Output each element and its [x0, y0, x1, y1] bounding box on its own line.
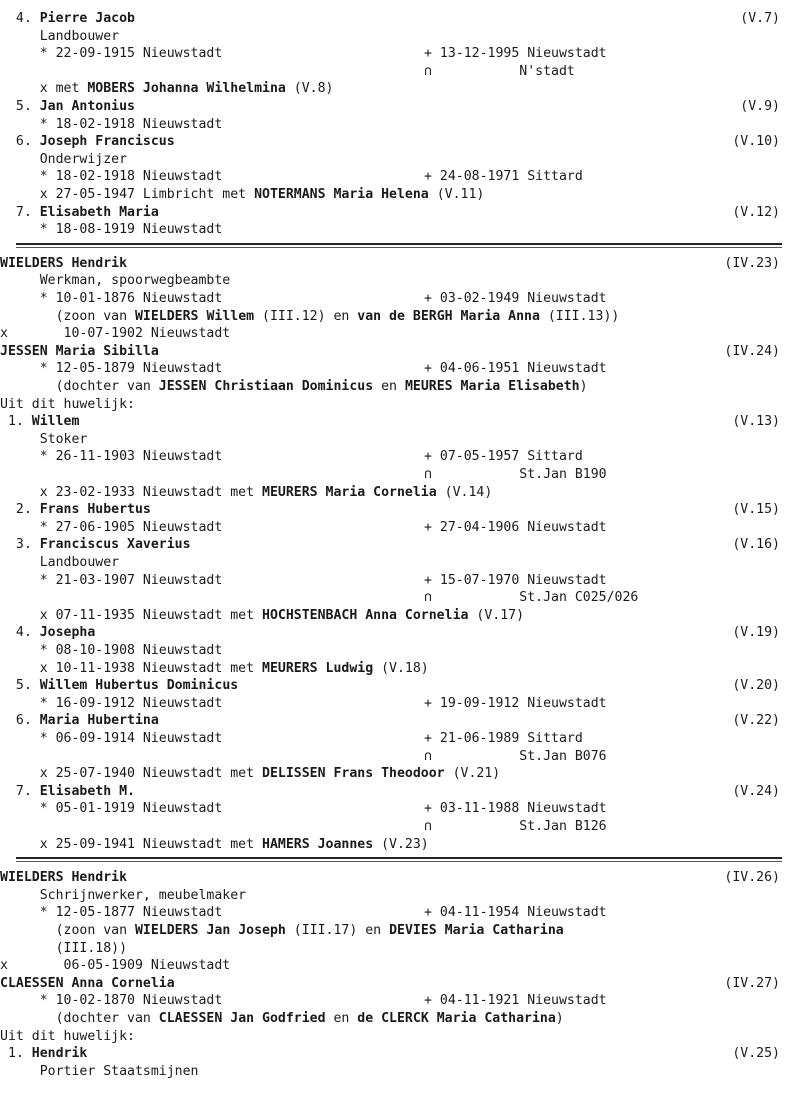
- text-segment: 7.: [0, 783, 40, 799]
- line-text: [0, 343, 159, 361]
- text-segment: * 26-11-1903 Nieuwstadt: [0, 449, 223, 465]
- entry-line: [0, 887, 800, 905]
- text-segment: * 27-06-1905 Nieuwstadt: [0, 519, 223, 535]
- text-segment: 2.: [0, 502, 40, 518]
- line-text: [0, 255, 127, 273]
- person-name: Jan Antonius: [39, 99, 135, 114]
- person-name: Elisabeth Maria: [39, 204, 159, 220]
- entry-line: [0, 466, 800, 484]
- entry-line: [0, 221, 800, 239]
- entry-line: [0, 98, 800, 116]
- text-segment: * 10-02-1870 Nieuwstadt: [0, 993, 223, 1009]
- text-segment: * 08-10-1908 Nieuwstadt: [0, 643, 223, 658]
- line-text: [0, 554, 119, 572]
- death-burial-info: + 04-11-1921 Nieuwstadt: [424, 993, 607, 1009]
- line-text: [0, 695, 222, 713]
- generation-reference: (V.24): [732, 783, 780, 799]
- text-segment: (III.13)): [539, 308, 620, 324]
- person-name: WIELDERS Hendrik: [0, 255, 128, 271]
- entry-line: [0, 448, 800, 466]
- generation-reference: (IV.24): [724, 343, 780, 359]
- text-segment: Werkman, spoorwegbeambte: [0, 273, 231, 289]
- text-segment: * 18-02-1918 Nieuwstadt: [0, 116, 223, 132]
- section-separator: [16, 243, 782, 249]
- generation-reference: (V.15): [732, 502, 780, 518]
- text-segment: 1.: [0, 414, 32, 430]
- death-burial-info: + 21-06-1989 Sittard: [424, 731, 583, 746]
- person-name: WIELDERS Hendrik: [0, 870, 128, 886]
- person-name: de CLERCK Maria Catharina: [357, 1011, 556, 1026]
- entry-line: [0, 748, 800, 766]
- text-segment: (V.14): [436, 484, 493, 500]
- person-name: Joseph Franciscus: [39, 134, 175, 150]
- entry-line: [0, 378, 800, 396]
- person-name: HAMERS Joannes: [262, 836, 374, 852]
- line-text: [0, 607, 524, 625]
- entry-line: [0, 1010, 800, 1028]
- text-segment: 7.: [0, 204, 40, 220]
- line-text: [0, 836, 429, 854]
- text-segment: * 21-03-1907 Nieuwstadt: [0, 572, 223, 588]
- entry-line: [0, 589, 800, 607]
- entry-line: [0, 695, 800, 713]
- line-text: [0, 133, 175, 151]
- line-text: [0, 80, 333, 98]
- text-segment: Landbouwer: [0, 28, 120, 44]
- text-segment: x 27-05-1947 Limbricht met: [0, 187, 255, 202]
- entry-line: [0, 45, 800, 63]
- line-text: [0, 45, 222, 63]
- death-burial-info: + 24-08-1971 Sittard: [424, 169, 583, 185]
- person-name: Maria Hubertina: [39, 713, 159, 729]
- person-name: Hendrik: [31, 1046, 88, 1062]
- entry-line: [0, 501, 800, 519]
- entry-line: [0, 730, 800, 748]
- text-segment: x 10-07-1902 Nieuwstadt: [0, 326, 231, 342]
- person-name: CLAESSEN Jan Godfried: [158, 1011, 326, 1026]
- text-segment: Landbouwer: [0, 555, 120, 570]
- text-segment: x 10-11-1938 Nieuwstadt met: [0, 660, 263, 676]
- entry-line: [0, 818, 800, 836]
- text-segment: 1.: [0, 1046, 32, 1062]
- entry-line: [0, 642, 800, 660]
- text-segment: 5.: [0, 678, 40, 694]
- entry-line: [0, 360, 800, 378]
- entry-line: [0, 325, 800, 343]
- entry-line: [0, 484, 800, 502]
- line-text: [0, 186, 484, 204]
- entry-line: [0, 343, 800, 361]
- text-segment: (V.17): [468, 607, 525, 623]
- person-name: WIELDERS Jan Joseph: [134, 923, 286, 938]
- text-segment: Uit dit huwelijk:: [0, 396, 135, 412]
- generation-reference: (V.7): [740, 11, 780, 26]
- entry-line: [0, 63, 800, 81]
- death-burial-info: + 07-05-1957 Sittard: [424, 449, 583, 465]
- death-burial-info: + 13-12-1995 Nieuwstadt: [424, 46, 607, 62]
- line-text: [0, 396, 135, 414]
- person-name: Franciscus Xaverius: [39, 537, 191, 553]
- entry-line: [0, 572, 800, 590]
- entry-line: [0, 1045, 800, 1063]
- death-burial-info: ∩ St.Jan B126: [424, 819, 607, 834]
- text-segment: (V.21): [444, 766, 501, 782]
- entry-line: [0, 204, 800, 222]
- line-text: [0, 730, 222, 748]
- entry-line: [0, 624, 800, 642]
- entry-line: [0, 765, 800, 783]
- person-name: NOTERMANS Maria Helena: [254, 187, 429, 202]
- text-segment: 5.: [0, 99, 40, 114]
- text-segment: (V.11): [428, 187, 485, 202]
- entry-line: [0, 80, 800, 98]
- line-text: [0, 940, 127, 958]
- line-text: [0, 221, 222, 239]
- line-text: [0, 536, 191, 554]
- text-segment: * 22-09-1915 Nieuwstadt: [0, 46, 223, 62]
- text-segment: (dochter van: [0, 379, 159, 394]
- line-text: [0, 360, 222, 378]
- text-segment: en: [373, 379, 405, 394]
- person-name: MEURES Maria Elisabeth: [404, 379, 580, 394]
- person-name: HOCHSTENBACH Anna Cornelia: [262, 607, 469, 623]
- generation-reference: (V.13): [732, 414, 780, 430]
- line-text: [0, 28, 119, 46]
- text-segment: (V.18): [373, 660, 429, 676]
- generation-reference: (IV.26): [724, 870, 780, 886]
- person-name: Pierre Jacob: [39, 11, 135, 26]
- entry-line: [0, 272, 800, 290]
- death-burial-info: ∩ St.Jan B076: [424, 748, 607, 764]
- entry-line: [0, 800, 800, 818]
- text-segment: (zoon van: [0, 923, 135, 938]
- line-text: [0, 765, 500, 783]
- entry-line: [0, 975, 800, 993]
- entry-line: [0, 168, 800, 186]
- text-segment: en: [325, 1011, 358, 1026]
- entry-line: [0, 290, 800, 308]
- text-segment: x 23-02-1933 Nieuwstadt met: [0, 484, 263, 500]
- entry-line: [0, 10, 800, 28]
- text-segment: * 18-08-1919 Nieuwstadt: [0, 222, 223, 238]
- entry-line: [0, 992, 800, 1010]
- text-segment: 3.: [0, 537, 40, 553]
- line-text: [0, 1063, 199, 1081]
- entry-line: [0, 255, 800, 273]
- line-text: [0, 151, 127, 169]
- text-segment: Uit dit huwelijk:: [0, 1028, 135, 1044]
- generation-reference: (V.12): [732, 204, 780, 220]
- entry-line: [0, 607, 800, 625]
- entry-line: [0, 519, 800, 537]
- text-segment: * 16-09-1912 Nieuwstadt: [0, 695, 223, 711]
- line-text: [0, 272, 230, 290]
- line-text: [0, 290, 222, 308]
- generation-reference: (V.16): [732, 537, 780, 553]
- line-text: [0, 992, 222, 1010]
- text-segment: 6.: [0, 134, 40, 150]
- entry-line: [0, 783, 800, 801]
- death-burial-info: + 04-11-1954 Nieuwstadt: [424, 905, 607, 921]
- text-segment: x met: [0, 81, 88, 97]
- person-name: JESSEN Maria Sibilla: [0, 343, 159, 359]
- line-text: [0, 168, 222, 186]
- line-text: [0, 325, 230, 343]
- line-text: [0, 642, 222, 660]
- text-segment: x 06-05-1909 Nieuwstadt: [0, 958, 231, 974]
- text-segment: * 12-05-1879 Nieuwstadt: [0, 361, 223, 377]
- person-name: CLAESSEN Anna Cornelia: [0, 975, 175, 991]
- line-text: [0, 660, 429, 678]
- line-text: [0, 975, 175, 993]
- line-text: [0, 10, 135, 28]
- line-text: [0, 116, 222, 134]
- death-burial-info: ∩ St.Jan B190: [424, 467, 607, 482]
- generation-reference: (IV.23): [724, 255, 780, 271]
- text-segment: x 07-11-1935 Nieuwstadt met: [0, 607, 263, 623]
- text-segment: (dochter van: [0, 1011, 159, 1026]
- line-text: [0, 677, 238, 695]
- text-segment: ): [579, 379, 588, 394]
- line-text: [0, 308, 619, 326]
- line-text: [0, 957, 230, 975]
- entry-line: [0, 554, 800, 572]
- entry-line: [0, 1028, 800, 1046]
- death-burial-info: ∩ St.Jan C025/026: [424, 590, 639, 606]
- death-burial-info: + 27-04-1906 Nieuwstadt: [424, 519, 607, 535]
- line-text: [0, 783, 135, 801]
- entry-line: [0, 904, 800, 922]
- entry-line: [0, 869, 800, 887]
- person-name: Willem Hubertus Dominicus: [39, 678, 239, 694]
- text-segment: (III.18)): [0, 940, 128, 956]
- person-name: JESSEN Christiaan Dominicus: [158, 379, 374, 394]
- entry-line: [0, 957, 800, 975]
- text-segment: ): [555, 1011, 564, 1026]
- line-text: [0, 431, 87, 449]
- entry-line: [0, 940, 800, 958]
- line-text: [0, 501, 151, 519]
- generation-reference: (V.9): [740, 99, 780, 114]
- line-text: [0, 1010, 564, 1028]
- line-text: [0, 624, 95, 642]
- entry-line: [0, 836, 800, 854]
- entry-line: [0, 151, 800, 169]
- line-text: [0, 378, 588, 396]
- text-segment: x 25-09-1941 Nieuwstadt met: [0, 836, 263, 852]
- line-text: [0, 922, 564, 940]
- text-segment: Onderwijzer: [0, 151, 128, 167]
- entry-line: [0, 677, 800, 695]
- person-name: Josepha: [39, 625, 96, 641]
- text-segment: 6.: [0, 713, 40, 729]
- text-segment: * 05-01-1919 Nieuwstadt: [0, 801, 223, 817]
- text-segment: Schrijnwerker, meubelmaker: [0, 887, 247, 903]
- generation-reference: (V.25): [732, 1046, 780, 1062]
- person-name: Elisabeth M.: [39, 783, 135, 799]
- entry-line: [0, 1063, 800, 1081]
- text-segment: 4.: [0, 625, 40, 641]
- death-burial-info: + 04-06-1951 Nieuwstadt: [424, 361, 607, 377]
- entry-line: [0, 28, 800, 46]
- line-text: [0, 484, 492, 502]
- text-segment: (V.23): [373, 836, 429, 852]
- line-text: [0, 1045, 87, 1063]
- generation-reference: (V.22): [732, 713, 780, 729]
- person-name: DEVIES Maria Catharina: [389, 923, 564, 938]
- person-name: Willem: [31, 414, 80, 430]
- entry-line: [0, 308, 800, 326]
- line-text: [0, 1028, 135, 1046]
- line-text: [0, 800, 222, 818]
- line-text: [0, 204, 159, 222]
- text-segment: (III.12) en: [254, 308, 358, 324]
- entry-line: [0, 133, 800, 151]
- death-burial-info: + 19-09-1912 Nieuwstadt: [424, 695, 607, 711]
- text-segment: 4.: [0, 11, 40, 26]
- entry-line: [0, 536, 800, 554]
- line-text: [0, 519, 222, 537]
- line-text: [0, 887, 246, 905]
- entry-line: [0, 922, 800, 940]
- generation-reference: (V.10): [732, 134, 780, 150]
- text-segment: (III.17) en: [285, 923, 390, 938]
- person-name: MOBERS Johanna Wilhelmina: [87, 81, 286, 97]
- person-name: MEURERS Maria Cornelia: [262, 484, 437, 500]
- line-text: [0, 413, 79, 431]
- text-segment: * 10-01-1876 Nieuwstadt: [0, 291, 223, 306]
- line-text: [0, 448, 222, 466]
- text-segment: * 06-09-1914 Nieuwstadt: [0, 731, 223, 746]
- text-segment: x 25-07-1940 Nieuwstadt met: [0, 766, 263, 782]
- person-name: Frans Hubertus: [39, 502, 151, 518]
- entry-line: [0, 413, 800, 431]
- death-burial-info: ∩ N'stadt: [424, 63, 575, 79]
- section-separator: [16, 857, 782, 863]
- entry-line: [0, 712, 800, 730]
- entry-line: [0, 396, 800, 414]
- text-segment: Portier Staatsmijnen: [0, 1063, 199, 1079]
- generation-reference: (V.20): [732, 678, 780, 694]
- text-segment: * 12-05-1877 Nieuwstadt: [0, 905, 223, 921]
- person-name: DELISSEN Frans Theodoor: [262, 766, 445, 782]
- text-segment: * 18-02-1918 Nieuwstadt: [0, 169, 223, 185]
- death-burial-info: + 15-07-1970 Nieuwstadt: [424, 572, 607, 588]
- entry-line: [0, 186, 800, 204]
- line-text: [0, 904, 222, 922]
- text-segment: Stoker: [0, 431, 88, 447]
- person-name: WIELDERS Willem: [134, 308, 255, 324]
- line-text: [0, 572, 222, 590]
- text-segment: (zoon van: [0, 308, 135, 324]
- line-text: [0, 869, 127, 887]
- person-name: van de BERGH Maria Anna: [357, 308, 540, 324]
- generation-reference: (IV.27): [724, 975, 780, 991]
- line-text: [0, 712, 159, 730]
- death-burial-info: + 03-11-1988 Nieuwstadt: [424, 801, 607, 817]
- entry-line: [0, 660, 800, 678]
- generation-reference: (V.19): [732, 625, 780, 641]
- text-segment: (V.8): [285, 81, 334, 97]
- person-name: MEURERS Ludwig: [262, 660, 374, 676]
- line-text: [0, 98, 135, 116]
- entry-line: [0, 116, 800, 134]
- entry-line: [0, 431, 800, 449]
- death-burial-info: + 03-02-1949 Nieuwstadt: [424, 291, 607, 306]
